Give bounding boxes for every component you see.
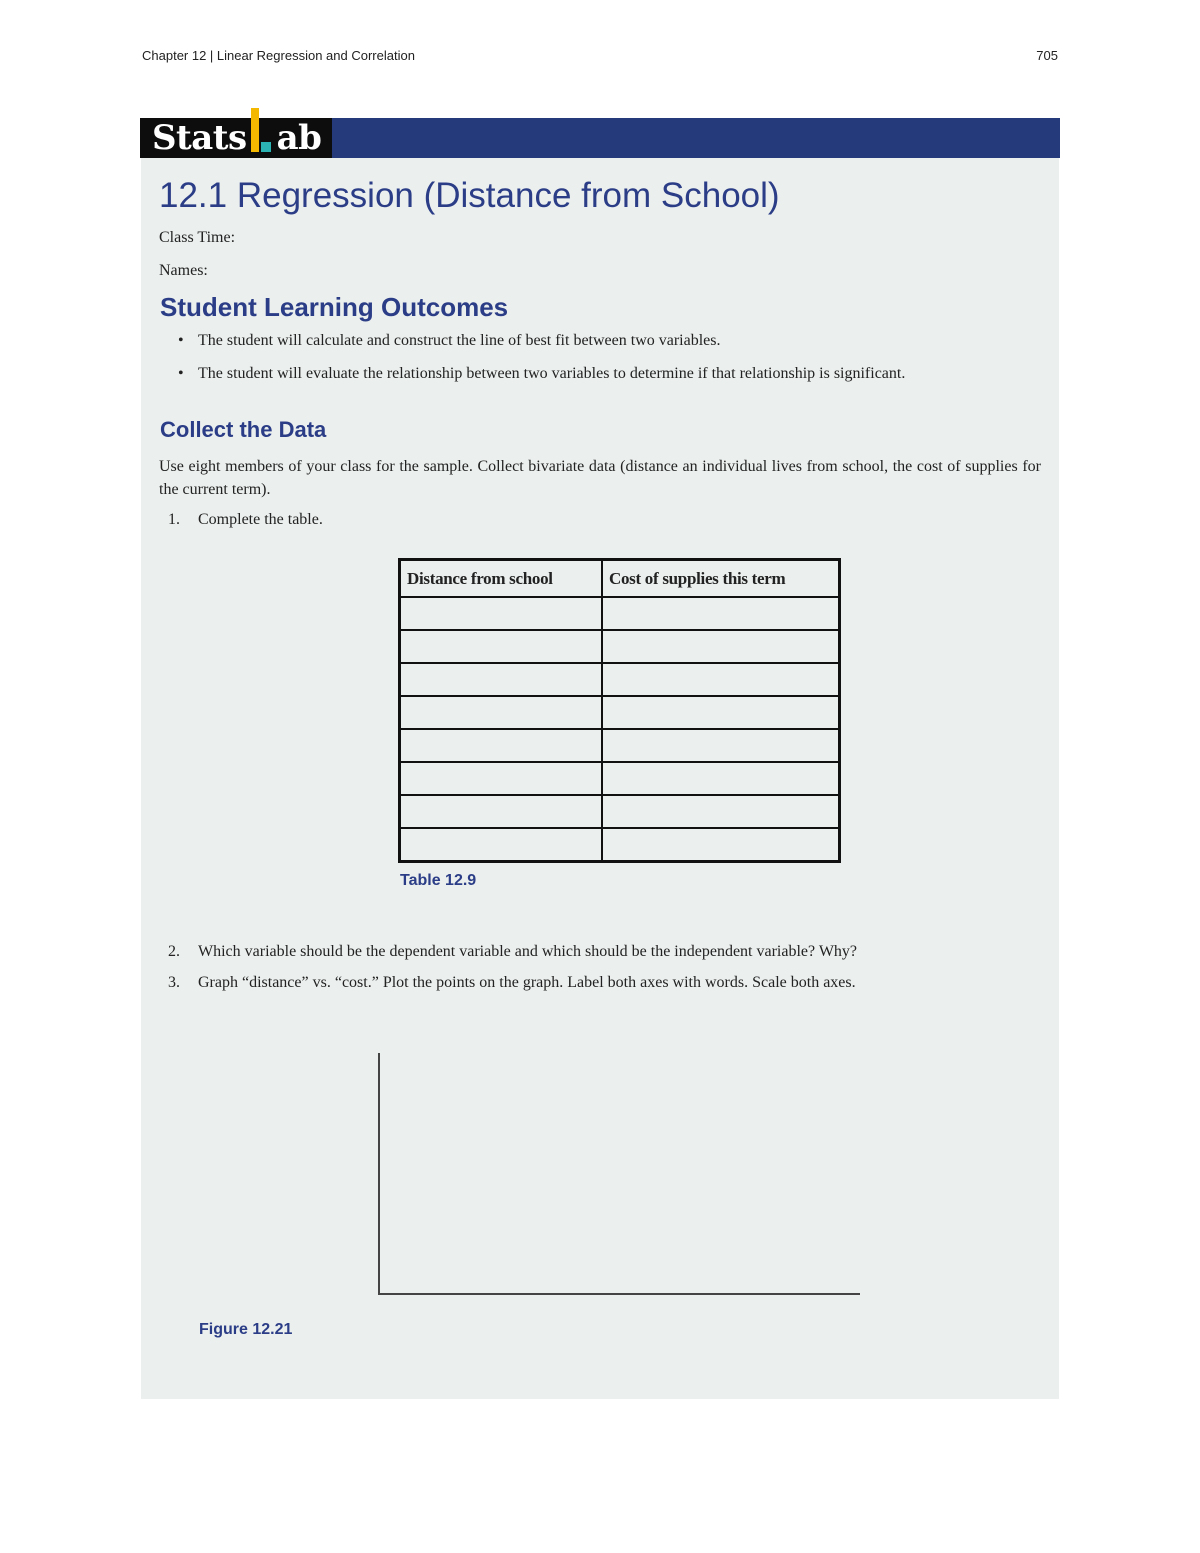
table-caption: Table 12.9 xyxy=(400,872,477,889)
names-label: Names: xyxy=(159,262,208,279)
table-cell[interactable] xyxy=(400,729,603,762)
table-row xyxy=(400,663,840,696)
step-number: 1. xyxy=(168,511,180,528)
table-cell[interactable] xyxy=(602,828,840,862)
table-cell[interactable] xyxy=(602,597,840,630)
running-head xyxy=(142,48,1058,63)
logo-suffix: ab xyxy=(276,118,322,158)
table-cell[interactable] xyxy=(602,663,840,696)
stats-lab-banner xyxy=(140,118,1060,158)
page-number: 705 xyxy=(1036,48,1058,63)
logo-prefix: Stats xyxy=(152,118,247,158)
table-cell[interactable] xyxy=(400,696,603,729)
figure-caption: Figure 12.21 xyxy=(199,1321,293,1338)
table-row xyxy=(400,828,840,862)
table-cell[interactable] xyxy=(602,762,840,795)
table-cell[interactable] xyxy=(400,663,603,696)
step-text: Which variable should be the dependent variable and which should be the independent variable? Why? xyxy=(198,943,858,960)
table-row xyxy=(400,762,840,795)
table-cell[interactable] xyxy=(400,828,603,862)
step-text: Graph “distance” vs. “cost.” Plot the points on the graph. Label both axes with words. Scale both axes. xyxy=(198,974,856,991)
table-cell[interactable] xyxy=(602,630,840,663)
table-cell[interactable] xyxy=(602,795,840,828)
blank-graph xyxy=(370,1050,870,1300)
table-cell[interactable] xyxy=(602,729,840,762)
logo-bar-icon xyxy=(251,118,275,158)
table-row xyxy=(400,597,840,630)
column-header-distance: Distance from school xyxy=(400,560,603,598)
table-cell[interactable] xyxy=(400,795,603,828)
table-cell[interactable] xyxy=(602,696,840,729)
table-row xyxy=(400,729,840,762)
class-time-label: Class Time: xyxy=(159,229,236,246)
collect-heading: Collect the Data xyxy=(160,417,327,442)
chapter-title: Chapter 12 | Linear Regression and Correlation xyxy=(142,48,415,63)
table-row xyxy=(400,696,840,729)
table-row xyxy=(400,795,840,828)
table-cell[interactable] xyxy=(400,762,603,795)
step-number: 2. xyxy=(168,943,180,960)
step-2 xyxy=(168,943,857,961)
step-text: Complete the table. xyxy=(198,511,323,528)
list-item: • The student will evaluate the relationship between two variables to determine if that relationship is significant. xyxy=(178,363,905,396)
outcomes-heading: Student Learning Outcomes xyxy=(160,292,509,322)
collect-intro: Use eight members of your class for the sample. Collect bivariate data (distance an individual lives from school, the cost of supplies for the current term). xyxy=(159,458,1041,498)
step-3 xyxy=(168,974,856,992)
data-table xyxy=(398,558,841,863)
table-cell[interactable] xyxy=(400,597,603,630)
outcomes-list xyxy=(178,330,905,396)
step-number: 3. xyxy=(168,974,180,991)
step-1 xyxy=(168,511,323,529)
table-row xyxy=(400,630,840,663)
column-header-cost: Cost of supplies this term xyxy=(602,560,840,598)
list-item: • The student will calculate and construct the line of best fit between two variables. xyxy=(178,330,905,363)
table-cell[interactable] xyxy=(400,630,603,663)
stats-lab-logo xyxy=(140,118,332,158)
page-title: 12.1 Regression (Distance from School) xyxy=(159,176,780,215)
